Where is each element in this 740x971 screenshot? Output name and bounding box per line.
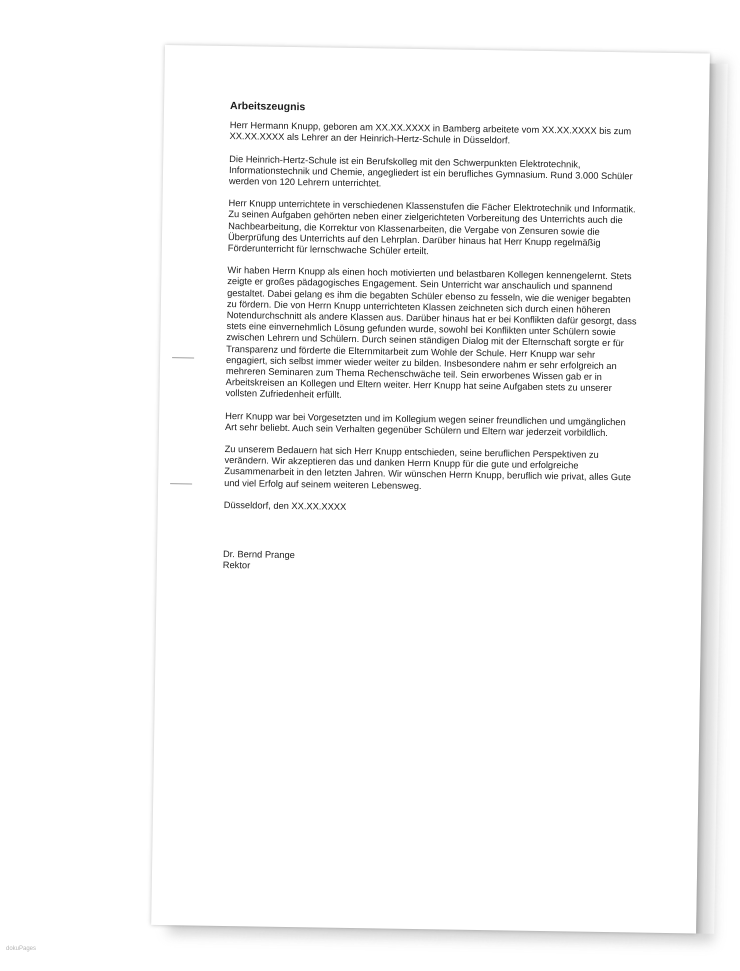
letter-body: [223, 101, 640, 578]
paragraph-intro: Herr Hermann Knupp, geboren am XX.XX.XXXX in Bamberg arbeitete vom XX.XX.XXXX bis zum XX.XX.XXXX als Lehrer an der Heinrich-Hertz-Schule in Düsseldorf.: [229, 120, 632, 146]
paragraph-duties: Herr Knupp unterrichtete in verschiedenen Klassenstufen die Fächer Elektrotechnik und Informatik. Zu seinen Aufgaben gehörten neben einer zielgerichteten Vorbereitung des Unterrichts auch die Nachbearbeitung, die Korrektur von Klassenarbeiten, die Vergabe von Zensuren sowie die Überprüfung des Unterrichts auf den Lehrplan. Darüber hinaus hat Herr Knupp regelmäßig Förderunterricht für lernschwache Schüler erteilt.: [227, 198, 636, 257]
signer-role: Rektor: [222, 560, 251, 571]
fold-mark-lower: [170, 483, 192, 484]
paragraph-school: Die Heinrich-Hertz-Schule ist ein Berufskolleg mit den Schwerpunkten Elektrotechnik, Informationstechnik und Chemie, angegliedert ist ein berufliches Gymnasium. Rund 3.000 Schüler werden von 120 Lehrern unterrichtet.: [228, 153, 633, 189]
watermark-text: dokuPages: [6, 946, 37, 952]
paper-edge: [696, 64, 728, 934]
paragraph-conduct: Herr Knupp war bei Vorgesetzten und im Kollegium wegen seiner freundlichen und umgänglichen Art sehr beliebt. Auch sein Verhalten gegenüber Schülern und Eltern war jederzeit vorbildlich.: [224, 410, 626, 438]
document-page: [151, 45, 710, 933]
document-title: Arbeitszeugnis: [229, 100, 306, 114]
signer-name: Dr. Bernd Prange: [222, 549, 295, 561]
fold-mark-upper: [172, 357, 194, 358]
paragraph-farewell: Zu unserem Bedauern hat sich Herr Knupp entschieden, seine beruflichen Perspektiven zu verändern. Wir akzeptieren das und danken Herrn Knupp für die gute und erfolgreiche Zusammenarbeit in den letzten Jahren. Wir wünschen Herrn Knupp, beruflich wie privat, alles Gute und viel Erfolg auf seinem weiteren Lebensweg.: [224, 444, 632, 491]
paragraph-performance: Wir haben Herrn Knupp als einen hoch motivierten und belastbaren Kollegen kennengelernt. Stets zeigte er großes pädagogisches Engagement. Sein Unterricht war anschaulich und spannend gestaltet. Dabei gelang es ihm die begabten Schüler ebenso zu fesseln, wie die weniger begabten zu fördern. Die von Herrn Knupp unterrichteten Klassen zeichneten sich durch einen höheren Notendurchschnitt als andere Klassen aus. Darüber hinaus hat er bei Konflikten dafür gesorgt, dass stets eine einvernehmlich Lösung gefunden wurde, sowohl bei Konflikten unter Schülern sowie zwischen Lehrern und Schülern. Durch seinen ständigen Dialog mit der Elternschaft sorgte er für Transparenz und förderte die Elternmitarbeit zum Wohle der Schule. Herr Knupp war sehr engagiert, sich selbst immer wieder weiter zu bilden. Insbesondere nahm er sehr erfolgreich an mehreren Seminaren zum Thema Rechenschwäche teil. Sein erworbenes Wissen gab er in Arbeitskreisen an Kollegen und Eltern weiter. Herr Knupp hat seine Aufgaben stets zu unserer vollsten Zufriedenheit erfüllt.: [225, 265, 637, 401]
place-date: Düsseldorf, den XX.XX.XXXX: [223, 499, 347, 512]
